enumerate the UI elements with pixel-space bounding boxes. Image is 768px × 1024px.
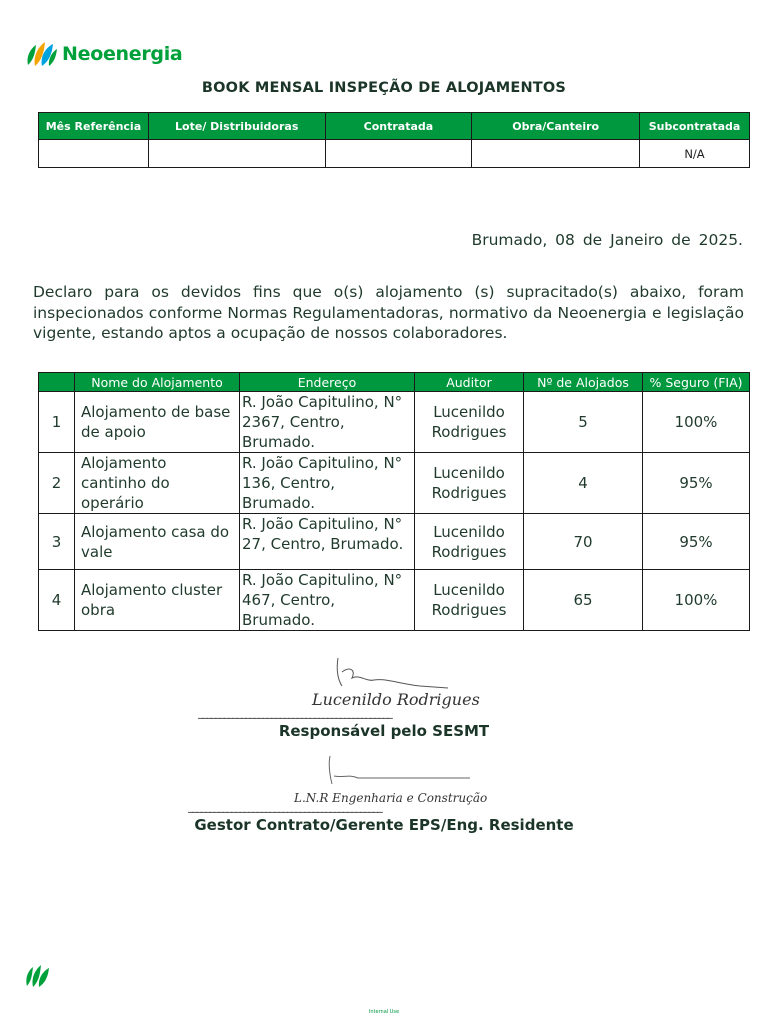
signature-scribble	[320, 752, 480, 794]
header-obra-canteiro: Obra/Canteiro	[472, 113, 640, 140]
insurance-percent: 100%	[643, 392, 750, 453]
header-seguro-fia: % Seguro (FIA)	[643, 373, 750, 392]
row-number: 2	[39, 453, 75, 514]
header-lote-distribuidoras: Lote/ Distribuidoras	[148, 113, 325, 140]
accommodations-table	[38, 372, 750, 631]
signature-title: Gestor Contrato/Gerente EPS/Eng. Residente	[194, 816, 574, 834]
occupant-count: 4	[524, 453, 643, 514]
signature-line: _____________________________________________	[198, 706, 392, 719]
footer-classification: Internal Use	[368, 1009, 400, 1015]
header-num-alojados: Nº de Alojados	[524, 373, 643, 392]
reference-header-row	[39, 113, 750, 140]
header-auditor: Auditor	[415, 373, 524, 392]
signature-name: L.N.R Engenharia e Construção	[294, 791, 488, 805]
row-number: 1	[39, 392, 75, 453]
table-row	[39, 570, 750, 631]
auditor-name: Lucenildo Rodrigues	[415, 453, 524, 514]
cell-lote-distribuidoras	[148, 140, 325, 168]
cell-obra-canteiro	[472, 140, 640, 168]
accommodation-name: Alojamento cluster obra	[75, 570, 240, 631]
header-endereco: Endereço	[240, 373, 415, 392]
declaration-text: Declaro para os devidos fins que o(s) alojamento (s) supracitado(s) abaixo, foram inspecionados conforme Normas Regulamentadoras, normativo da Neoenergia e legislação vigente, estando aptos a ocupação de nossos colaboradores.	[33, 283, 744, 342]
table-row	[39, 392, 750, 453]
cell-contratada	[325, 140, 472, 168]
row-number: 4	[39, 570, 75, 631]
header-nome-alojamento: Nome do Alojamento	[75, 373, 240, 392]
insurance-percent: 95%	[643, 453, 750, 514]
accommodation-name: Alojamento cantinho do operário	[75, 453, 240, 514]
page-title: BOOK MENSAL INSPEÇÃO DE ALOJAMENTOS	[201, 80, 567, 96]
header-num	[39, 373, 75, 392]
table-row	[39, 514, 750, 570]
occupant-count: 65	[524, 570, 643, 631]
row-number: 3	[39, 514, 75, 570]
auditor-name: Lucenildo Rodrigues	[415, 514, 524, 570]
logo-text: Neoenergia	[62, 43, 183, 65]
signature-line: _____________________________________________	[188, 800, 382, 813]
date-line: Brumado, 08 de Janeiro de 2025.	[471, 231, 743, 249]
leaf-logo-icon	[26, 39, 58, 69]
neoenergia-logo	[26, 38, 182, 70]
cell-subcontratada: N/A	[640, 140, 750, 168]
occupant-count: 70	[524, 514, 643, 570]
auditor-name: Lucenildo Rodrigues	[415, 392, 524, 453]
signature-name: Lucenildo Rodrigues	[312, 690, 480, 709]
reference-row	[39, 140, 750, 168]
accommodation-address: R. João Capitulino, N° 27, Centro, Brumado.	[240, 514, 415, 570]
header-contratada: Contratada	[325, 113, 472, 140]
header-mes-referencia: Mês Referência	[39, 113, 149, 140]
signature-scribble	[330, 652, 460, 694]
footer-leaf-icon	[25, 962, 51, 988]
cell-mes-referencia	[39, 140, 149, 168]
table-row	[39, 453, 750, 514]
auditor-name: Lucenildo Rodrigues	[415, 570, 524, 631]
insurance-percent: 95%	[643, 514, 750, 570]
reference-table	[38, 112, 750, 168]
header-subcontratada: Subcontratada	[640, 113, 750, 140]
accommodation-name: Alojamento casa do vale	[75, 514, 240, 570]
accommodation-address: R. João Capitulino, N° 2367, Centro, Brumado.	[240, 392, 415, 453]
signature-title: Responsável pelo SESMT	[278, 722, 490, 740]
insurance-percent: 100%	[643, 570, 750, 631]
accommodation-name: Alojamento de base de apoio	[75, 392, 240, 453]
accommodation-address: R. João Capitulino, N° 136, Centro, Brumado.	[240, 453, 415, 514]
accommodation-address: R. João Capitulino, N° 467, Centro, Brumado.	[240, 570, 415, 631]
accommodations-header-row	[39, 373, 750, 392]
occupant-count: 5	[524, 392, 643, 453]
